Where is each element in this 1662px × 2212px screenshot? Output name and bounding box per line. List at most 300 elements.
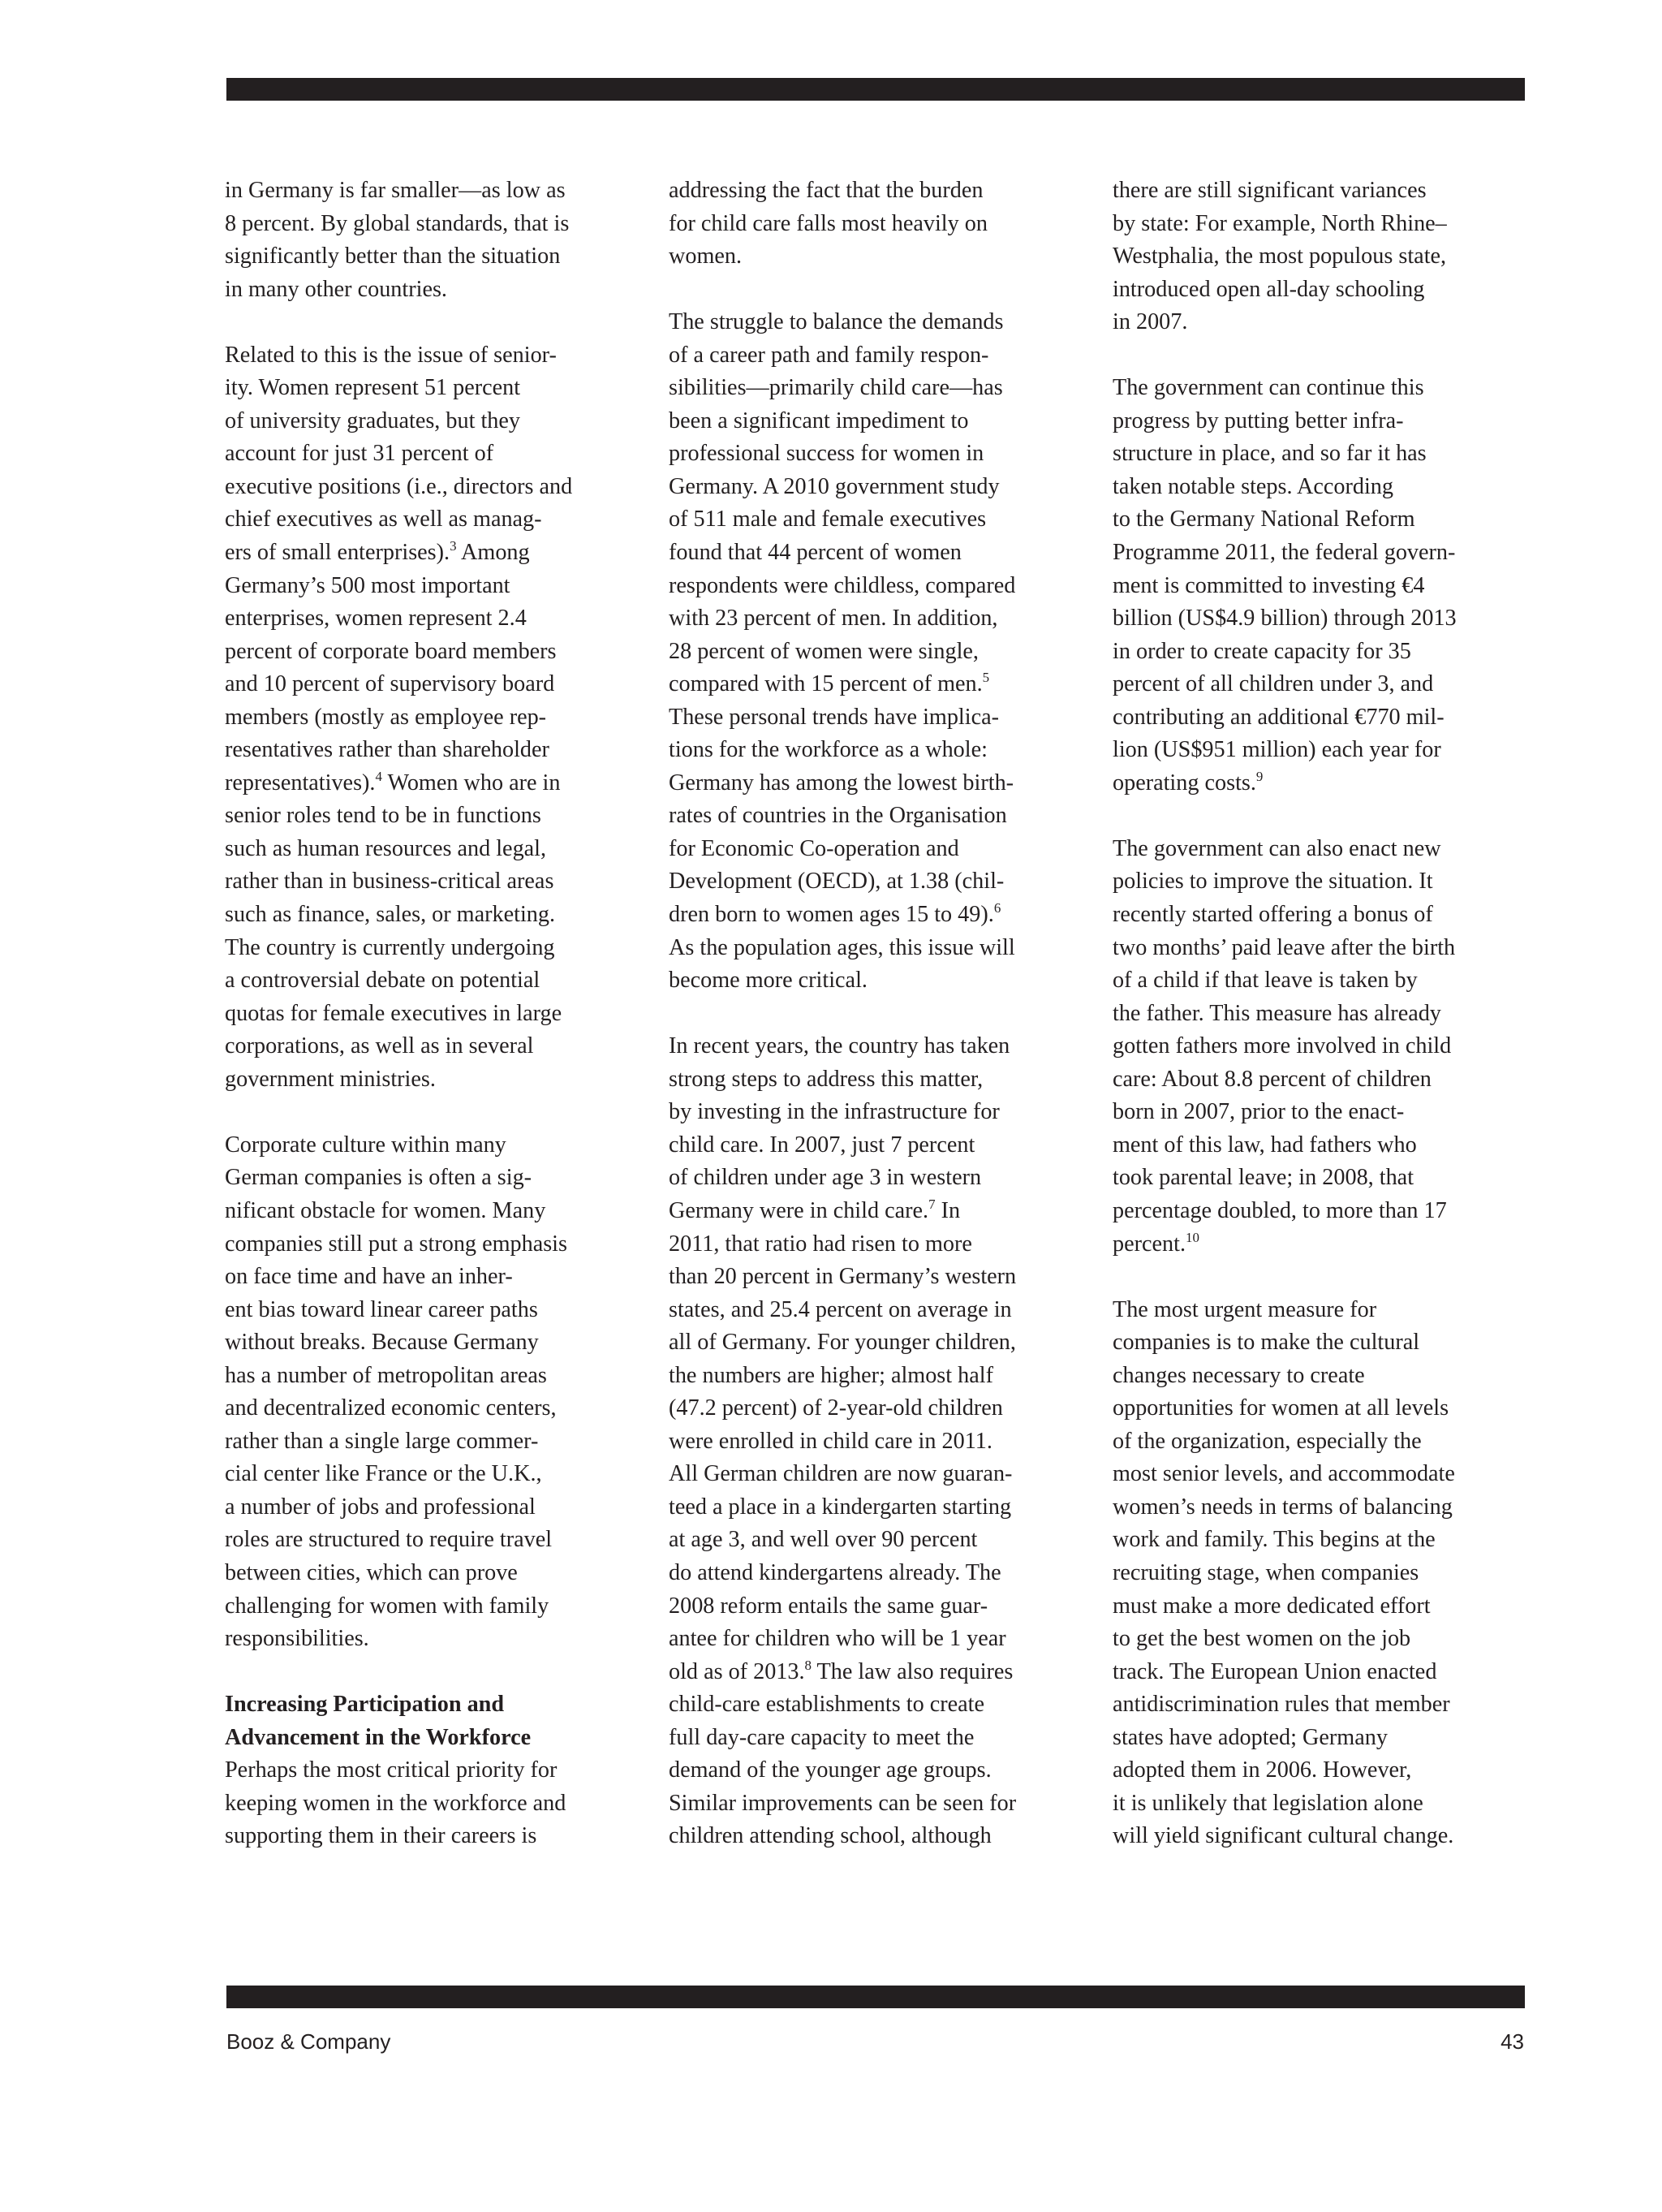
text-segment: will yield significant cultural change. — [1113, 1823, 1454, 1849]
text-line — [1113, 1787, 1535, 1821]
text-line — [1113, 306, 1535, 339]
text-line — [1113, 1162, 1535, 1195]
text-line — [1113, 767, 1535, 800]
text-line — [669, 570, 1091, 603]
text-segment: Development (OECD), at 1.38 (chil- — [669, 869, 1005, 895]
text-segment: Similar improvements can be seen for — [669, 1790, 1017, 1816]
footnote-marker: 7 — [928, 1196, 936, 1212]
text-line — [1113, 1754, 1535, 1787]
text-column-2 — [669, 175, 1091, 1853]
text-line — [669, 1688, 1091, 1722]
text-segment: of a career path and family respon- — [669, 342, 989, 368]
text-segment: become more critical. — [669, 968, 868, 994]
text-line — [669, 1392, 1091, 1425]
text-segment: The struggle to balance the demands — [669, 309, 1004, 335]
text-segment: child care. In 2007, just 7 percent — [669, 1132, 975, 1158]
text-line — [225, 1491, 647, 1524]
text-line — [1113, 1228, 1535, 1261]
text-line — [669, 1524, 1091, 1557]
text-segment: tions for the workforce as a whole: — [669, 737, 988, 763]
text-segment: The law also requires — [812, 1658, 1014, 1684]
text-segment: representatives). — [225, 770, 376, 796]
text-segment: without breaks. Because Germany — [225, 1330, 539, 1356]
text-segment: two months’ paid leave after the birth — [1113, 934, 1456, 960]
text-segment: in Germany is far smaller—as low as — [225, 178, 566, 203]
text-line — [225, 274, 647, 307]
text-line — [669, 240, 1091, 274]
text-segment: of the organization, especially the — [1113, 1428, 1422, 1454]
text-line — [669, 471, 1091, 504]
text-segment: states have adopted; Germany — [1113, 1724, 1388, 1750]
text-line — [225, 1228, 647, 1261]
text-segment: rather than in business-critical areas — [225, 869, 554, 895]
text-line — [1113, 964, 1535, 998]
text-segment: 2008 reform entails the same guar- — [669, 1593, 988, 1619]
text-segment: compared with 15 percent of men. — [669, 671, 983, 697]
footnote-marker: 4 — [375, 768, 382, 784]
text-line — [1113, 1590, 1535, 1623]
paragraph — [225, 1129, 647, 1656]
text-segment: rates of countries in the Organisation — [669, 803, 1007, 829]
text-segment: ity. Women represent 51 percent — [225, 375, 521, 401]
text-line — [669, 1557, 1091, 1590]
text-line — [1113, 1096, 1535, 1129]
text-segment: by investing in the infrastructure for — [669, 1099, 1000, 1125]
text-segment: found that 44 percent of women — [669, 540, 962, 566]
text-line — [1113, 1524, 1535, 1557]
text-segment: In — [935, 1197, 961, 1223]
text-segment: children attending school, although — [669, 1823, 992, 1849]
text-line — [1113, 865, 1535, 899]
text-segment: been a significant impediment to — [669, 407, 969, 433]
text-segment: The government can also enact new — [1113, 835, 1441, 861]
text-line — [669, 1754, 1091, 1787]
text-segment: of a child if that leave is taken by — [1113, 968, 1418, 994]
text-line — [669, 932, 1091, 965]
text-line — [225, 1524, 647, 1557]
text-line — [1113, 668, 1535, 701]
text-segment: to get the best women on the job — [1113, 1626, 1411, 1652]
text-segment: executive positions (i.e., directors and — [225, 473, 573, 499]
text-line — [1113, 833, 1535, 866]
text-segment: Women who are in — [381, 770, 561, 796]
text-segment: to the Germany National Reform — [1113, 507, 1415, 533]
paragraph — [225, 175, 647, 306]
text-segment: than 20 percent in Germany’s western — [669, 1264, 1017, 1290]
text-line — [225, 636, 647, 669]
text-line — [225, 1129, 647, 1162]
text-line — [225, 1063, 647, 1097]
text-line — [1113, 1326, 1535, 1360]
text-segment: percent. — [1113, 1231, 1186, 1257]
text-line — [225, 932, 647, 965]
text-segment: supporting them in their careers is — [225, 1823, 537, 1849]
text-segment: and 10 percent of supervisory board — [225, 671, 555, 697]
text-line — [225, 1820, 647, 1853]
text-line — [225, 668, 647, 701]
text-line — [669, 1096, 1091, 1129]
text-line — [225, 899, 647, 932]
text-segment: antee for children who will be 1 year — [669, 1626, 1006, 1652]
text-segment: rather than a single large commer- — [225, 1428, 539, 1454]
text-line — [1113, 932, 1535, 965]
text-line — [1113, 1458, 1535, 1491]
text-line — [669, 1820, 1091, 1853]
text-line — [669, 1129, 1091, 1162]
text-segment: lion (US$951 million) each year for — [1113, 737, 1441, 763]
text-segment: adopted them in 2006. However, — [1113, 1757, 1412, 1783]
text-segment: contributing an additional €770 mil- — [1113, 704, 1445, 730]
text-line — [225, 1195, 647, 1228]
text-line — [225, 339, 647, 373]
text-line — [225, 800, 647, 833]
text-line — [225, 1787, 647, 1821]
text-segment: in 2007. — [1113, 309, 1188, 335]
text-segment: the numbers are higher; almost half — [669, 1362, 993, 1388]
text-segment: respondents were childless, compared — [669, 572, 1016, 598]
text-line — [1113, 1360, 1535, 1393]
text-line — [1113, 208, 1535, 241]
text-line — [225, 865, 647, 899]
text-segment: significantly better than the situation — [225, 244, 561, 269]
text-segment: and decentralized economic centers, — [225, 1395, 557, 1421]
text-segment: the father. This measure has already — [1113, 1000, 1441, 1026]
text-segment: 2011, that ratio had risen to more — [669, 1231, 972, 1257]
text-segment: it is unlikely that legislation alone — [1113, 1790, 1423, 1816]
text-line — [225, 964, 647, 998]
text-segment: such as human resources and legal, — [225, 835, 547, 861]
text-segment: in many other countries. — [225, 276, 447, 302]
text-line — [225, 602, 647, 636]
footnote-marker: 3 — [450, 538, 457, 554]
text-segment: challenging for women with family — [225, 1593, 549, 1619]
text-line — [669, 1162, 1091, 1195]
text-line — [225, 372, 647, 405]
text-segment: quotas for female executives in large — [225, 1000, 562, 1026]
text-line — [225, 734, 647, 767]
text-segment: demand of the younger age groups. — [669, 1757, 992, 1783]
text-segment: account for just 31 percent of — [225, 441, 494, 467]
text-line — [1113, 537, 1535, 570]
text-segment: companies still put a strong emphasis — [225, 1231, 567, 1257]
page-number: 43 — [1501, 2029, 1524, 2054]
text-line — [669, 668, 1091, 701]
text-line — [1113, 1392, 1535, 1425]
text-segment: resentatives rather than shareholder — [225, 737, 549, 763]
text-segment: structure in place, and so far it has — [1113, 441, 1427, 467]
text-segment: has a number of metropolitan areas — [225, 1362, 547, 1388]
text-line — [669, 208, 1091, 241]
text-line — [225, 1623, 647, 1656]
paragraph — [1113, 833, 1535, 1261]
text-line — [669, 503, 1091, 537]
text-segment: women’s needs in terms of balancing — [1113, 1494, 1453, 1520]
text-line — [669, 405, 1091, 438]
text-segment: of 511 male and female executives — [669, 507, 987, 533]
text-line — [669, 865, 1091, 899]
text-line — [1113, 1722, 1535, 1755]
text-segment: In recent years, the country has taken — [669, 1033, 1010, 1059]
text-line — [1113, 636, 1535, 669]
text-line — [1113, 1030, 1535, 1063]
text-segment: of children under age 3 in western — [669, 1165, 982, 1191]
text-segment: Programme 2011, the federal govern- — [1113, 540, 1456, 566]
text-segment: all of Germany. For younger children, — [669, 1330, 1016, 1356]
text-line — [1113, 998, 1535, 1031]
text-line — [225, 1590, 647, 1623]
text-line — [669, 833, 1091, 866]
text-line — [1113, 405, 1535, 438]
text-line — [669, 964, 1091, 998]
text-segment: such as finance, sales, or marketing. — [225, 902, 556, 928]
text-line — [669, 175, 1091, 208]
text-segment: Perhaps the most critical priority for — [225, 1757, 558, 1783]
text-line — [669, 372, 1091, 405]
text-segment: strong steps to address this matter, — [669, 1066, 984, 1092]
text-segment: percentage doubled, to more than 17 — [1113, 1197, 1447, 1223]
text-line — [225, 1261, 647, 1294]
text-segment: percent of corporate board members — [225, 638, 557, 664]
text-line — [669, 438, 1091, 471]
text-line — [1113, 1425, 1535, 1459]
text-segment: sibilities—primarily child care—has — [669, 375, 1003, 401]
text-segment: took parental leave; in 2008, that — [1113, 1165, 1414, 1191]
text-segment: As the population ages, this issue will — [669, 934, 1015, 960]
text-line — [225, 1754, 647, 1787]
text-line — [1113, 372, 1535, 405]
text-segment: Corporate culture within many — [225, 1132, 506, 1158]
text-line — [669, 1294, 1091, 1327]
text-line — [669, 1030, 1091, 1063]
text-line — [669, 899, 1091, 932]
footnote-marker: 5 — [982, 670, 990, 686]
footnote-marker: 8 — [804, 1657, 812, 1673]
text-segment: a controversial debate on potential — [225, 968, 540, 994]
text-segment: progress by putting better infra- — [1113, 407, 1404, 433]
text-line — [669, 1228, 1091, 1261]
text-segment: in order to create capacity for 35 — [1113, 638, 1411, 664]
text-line — [669, 1195, 1091, 1228]
text-line — [1113, 602, 1535, 636]
text-segment: German companies is often a sig- — [225, 1165, 532, 1191]
text-segment: recently started offering a bonus of — [1113, 902, 1433, 928]
text-line — [1113, 1623, 1535, 1656]
text-segment: a number of jobs and professional — [225, 1494, 536, 1520]
text-line — [669, 537, 1091, 570]
text-segment: Westphalia, the most populous state, — [1113, 244, 1447, 269]
text-segment: states, and 25.4 percent on average in — [669, 1296, 1012, 1322]
text-segment: These personal trends have implica- — [669, 704, 999, 730]
text-segment: must make a more dedicated effort — [1113, 1593, 1431, 1619]
text-line — [225, 405, 647, 438]
text-segment: Germany’s 500 most important — [225, 572, 510, 598]
text-line — [1113, 1820, 1535, 1853]
paragraph — [669, 1030, 1091, 1853]
text-line — [1113, 240, 1535, 274]
text-segment: senior roles tend to be in functions — [225, 803, 541, 829]
text-segment: responsibilities. — [225, 1626, 369, 1652]
text-segment: government ministries. — [225, 1066, 436, 1092]
text-line — [225, 1326, 647, 1360]
text-segment: policies to improve the situation. It — [1113, 869, 1433, 895]
text-segment: opportunities for women at all levels — [1113, 1395, 1449, 1421]
text-segment: teed a place in a kindergarten starting — [669, 1494, 1012, 1520]
text-segment: operating costs. — [1113, 770, 1256, 796]
paragraph — [1113, 1294, 1535, 1853]
text-line — [1113, 1688, 1535, 1722]
text-segment: most senior levels, and accommodate — [1113, 1461, 1455, 1487]
text-line — [225, 1458, 647, 1491]
paragraph — [669, 306, 1091, 997]
text-segment: recruiting stage, when companies — [1113, 1559, 1419, 1585]
text-segment: cial center like France or the U.K., — [225, 1461, 542, 1487]
text-segment: chief executives as well as manag- — [225, 507, 542, 533]
text-line — [669, 602, 1091, 636]
text-segment: gotten fathers more involved in child — [1113, 1033, 1452, 1059]
text-segment: born in 2007, prior to the enact- — [1113, 1099, 1405, 1125]
text-segment: addressing the fact that the burden — [669, 178, 984, 203]
text-line — [669, 1261, 1091, 1294]
text-segment: work and family. This begins at the — [1113, 1527, 1436, 1553]
text-line — [1113, 1294, 1535, 1327]
text-line — [1113, 899, 1535, 932]
text-segment: by state: For example, North Rhine– — [1113, 210, 1447, 236]
text-segment: changes necessary to create — [1113, 1362, 1365, 1388]
text-line — [225, 1162, 647, 1195]
text-line — [225, 1392, 647, 1425]
text-segment: track. The European Union enacted — [1113, 1658, 1437, 1684]
text-line — [1113, 1063, 1535, 1097]
text-segment: for child care falls most heavily on — [669, 210, 988, 236]
text-line — [669, 800, 1091, 833]
text-segment: The most urgent measure for — [1113, 1296, 1377, 1322]
paragraph — [1113, 372, 1535, 800]
text-segment: ent bias toward linear career paths — [225, 1296, 538, 1322]
text-segment: at age 3, and well over 90 percent — [669, 1527, 978, 1553]
text-segment: with 23 percent of men. In addition, — [669, 606, 998, 632]
text-line — [669, 734, 1091, 767]
text-line — [225, 537, 647, 570]
text-segment: on face time and have an inher- — [225, 1264, 513, 1290]
text-line — [669, 1656, 1091, 1689]
text-segment: of university graduates, but they — [225, 407, 521, 433]
text-segment: dren born to women ages 15 to 49). — [669, 902, 994, 928]
text-segment: ment of this law, had fathers who — [1113, 1132, 1417, 1158]
text-segment: keeping women in the workforce and — [225, 1790, 566, 1816]
text-line — [225, 701, 647, 735]
text-column-1 — [225, 175, 647, 1853]
text-line — [225, 767, 647, 800]
top-rule — [226, 78, 1525, 101]
text-segment: for Economic Co-operation and — [669, 835, 959, 861]
text-line — [225, 471, 647, 504]
text-segment: do attend kindergartens already. The — [669, 1559, 1001, 1585]
text-line — [225, 998, 647, 1031]
text-segment: between cities, which can prove — [225, 1559, 518, 1585]
text-segment: enterprises, women represent 2.4 — [225, 606, 527, 632]
text-line — [669, 306, 1091, 339]
text-segment: ers of small enterprises). — [225, 540, 450, 566]
text-segment: Germany were in child care. — [669, 1197, 929, 1223]
text-line — [669, 1326, 1091, 1360]
text-line — [1113, 1195, 1535, 1228]
text-segment: percent of all children under 3, and — [1113, 671, 1434, 697]
text-segment: Among — [456, 540, 530, 566]
text-line — [225, 1557, 647, 1590]
text-column-3 — [1113, 175, 1535, 1853]
text-segment: (47.2 percent) of 2-year-old children — [669, 1395, 1003, 1421]
text-segment: antidiscrimination rules that member — [1113, 1692, 1450, 1718]
text-segment: Related to this is the issue of senior- — [225, 342, 557, 368]
paragraph — [225, 1688, 647, 1853]
text-segment: taken notable steps. According — [1113, 473, 1393, 499]
text-segment: full day-care capacity to meet the — [669, 1724, 975, 1750]
text-segment: nificant obstacle for women. Many — [225, 1197, 546, 1223]
bottom-rule — [226, 1986, 1525, 2008]
text-line — [669, 767, 1091, 800]
text-line — [669, 1425, 1091, 1459]
text-line — [1113, 1491, 1535, 1524]
text-line — [669, 1590, 1091, 1623]
text-line — [1113, 274, 1535, 307]
text-line — [1113, 1656, 1535, 1689]
text-line — [1113, 570, 1535, 603]
footnote-marker: 9 — [1255, 768, 1264, 784]
text-segment: The government can continue this — [1113, 375, 1424, 401]
text-line — [669, 701, 1091, 735]
text-segment: 28 percent of women were single, — [669, 638, 979, 664]
text-segment: members (mostly as employee rep- — [225, 704, 547, 730]
text-line — [1113, 471, 1535, 504]
text-line — [1113, 438, 1535, 471]
text-line — [225, 1425, 647, 1459]
text-line — [1113, 503, 1535, 537]
text-line — [1113, 1557, 1535, 1590]
text-line — [225, 1294, 647, 1327]
text-line — [225, 438, 647, 471]
text-line — [669, 1491, 1091, 1524]
text-line — [225, 240, 647, 274]
text-line — [669, 1063, 1091, 1097]
footer-company: Booz & Company — [226, 2029, 391, 2054]
footnote-marker: 6 — [993, 900, 1001, 916]
text-line — [1113, 175, 1535, 208]
text-segment: Germany has among the lowest birth- — [669, 770, 1014, 796]
text-line — [225, 570, 647, 603]
text-segment: professional success for women in — [669, 441, 984, 467]
text-line — [225, 175, 647, 208]
text-line — [225, 833, 647, 866]
text-segment: billion (US$4.9 billion) through 2013 — [1113, 606, 1457, 632]
text-line — [669, 1787, 1091, 1821]
text-line — [1113, 734, 1535, 767]
paragraph — [225, 339, 647, 1097]
paragraph — [1113, 175, 1535, 339]
section-heading-line: Increasing Participation and — [225, 1692, 505, 1718]
text-segment: 8 percent. By global standards, that is — [225, 210, 570, 236]
text-line — [1113, 1129, 1535, 1162]
text-line — [669, 339, 1091, 373]
text-segment: roles are structured to require travel — [225, 1527, 553, 1553]
text-line — [1113, 701, 1535, 735]
text-segment: corporations, as well as in several — [225, 1033, 534, 1059]
text-segment: care: About 8.8 percent of children — [1113, 1066, 1432, 1092]
text-segment: ment is committed to investing €4 — [1113, 572, 1425, 598]
text-line — [225, 208, 647, 241]
text-segment: child-care establishments to create — [669, 1692, 984, 1718]
footnote-marker: 10 — [1186, 1229, 1199, 1245]
text-segment: Germany. A 2010 government study — [669, 473, 1000, 499]
